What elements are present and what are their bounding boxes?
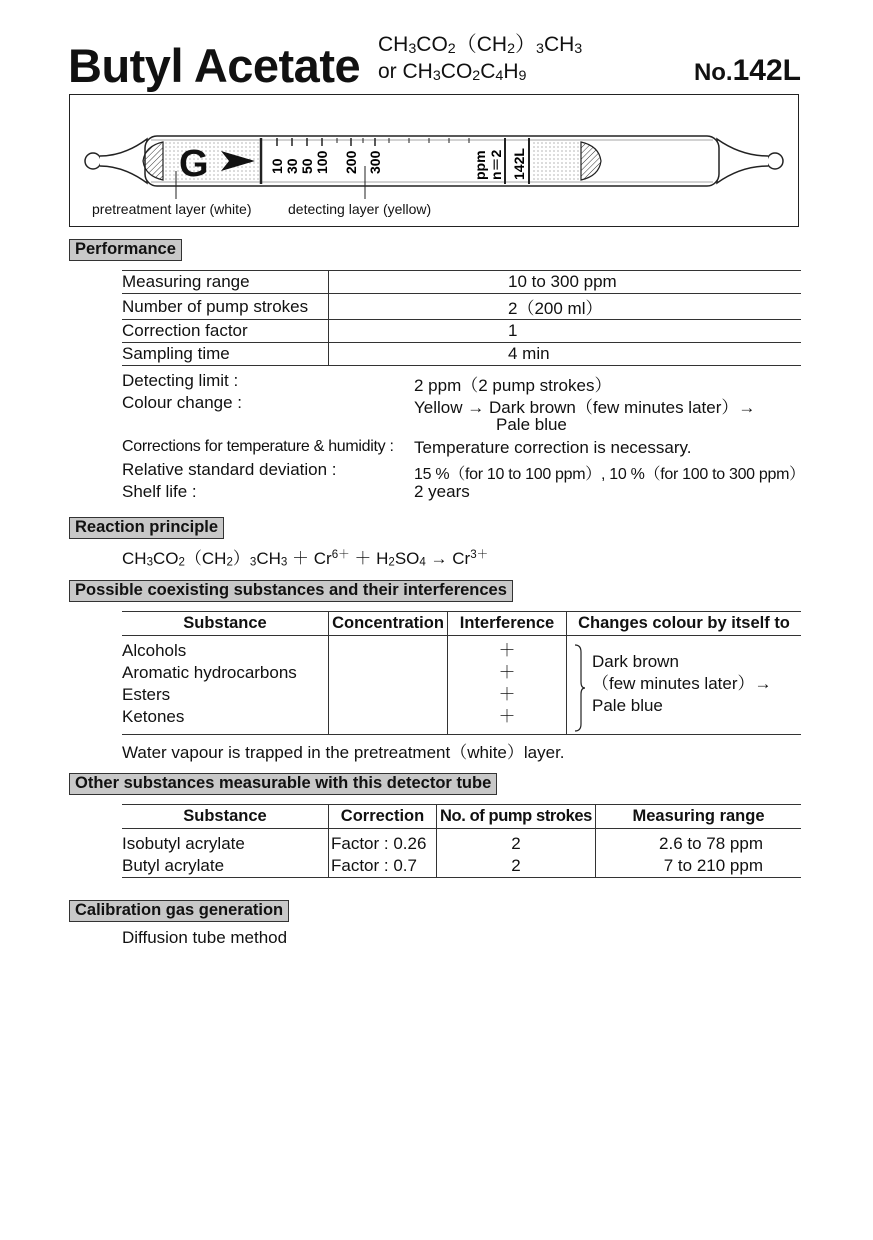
col-substance: Substance	[122, 612, 329, 636]
calibration-heading: Calibration gas generation	[69, 900, 289, 922]
col-substance: Substance	[122, 805, 329, 829]
water-vapour-note: Water vapour is trapped in the pretreatment（white）layer.	[122, 743, 565, 762]
tube-unit-label: ppm	[471, 149, 488, 180]
col-interference: Interference	[448, 612, 567, 636]
page-title: Butyl Acetate	[68, 39, 361, 92]
performance-row	[122, 294, 801, 320]
performance-value: 10 to 300 ppm	[329, 271, 802, 294]
col-concentration: Concentration	[329, 612, 448, 636]
other-correction: Factor : 0.26	[331, 834, 427, 853]
col-strokes: No. of pump strokes	[437, 805, 596, 829]
reaction-heading: Reaction principle	[69, 517, 224, 539]
performance-row	[122, 271, 801, 294]
col-range: Measuring range	[596, 805, 802, 829]
scale-label: 300	[366, 150, 383, 174]
scale-label: 10	[268, 157, 285, 174]
coexisting-substance: Aromatic hydrocarbons	[122, 663, 297, 682]
other-substance: Isobutyl acrylate	[122, 834, 245, 853]
performance-value: 4 min	[329, 343, 802, 366]
interference-mark: ＋	[498, 685, 516, 704]
colour-change-value-cont: Pale blue	[496, 415, 567, 434]
other-strokes-cell	[437, 829, 596, 878]
other-substance-cell	[122, 829, 329, 878]
tube-strokes-label: n＝2	[487, 149, 504, 180]
scale-label: 100	[313, 150, 330, 174]
brace-icon	[572, 644, 586, 732]
coexisting-heading: Possible coexisting substances and their interferences	[69, 580, 513, 602]
detecting-limit-value: 2 ppm（2 pump strokes）	[414, 376, 612, 395]
shelf-life-value: 2 years	[414, 482, 470, 501]
tube-right-tip	[717, 139, 783, 183]
shelf-life-label: Shelf life :	[122, 482, 197, 501]
tube-number-prefix: No.	[693, 59, 733, 86]
performance-table	[122, 270, 801, 366]
tube-number	[694, 54, 801, 88]
rsd-label: Relative standard deviation :	[122, 460, 337, 479]
colour-change-line: （few minutes later）→	[592, 674, 772, 693]
substance-cell	[122, 636, 329, 735]
tube-code-label: 142L	[510, 147, 527, 180]
reference-layer	[531, 141, 581, 181]
performance-value: 2（200 ml）	[329, 294, 802, 320]
corrections-label: Corrections for temperature & humidity :	[122, 438, 394, 455]
other-correction: Factor : 0.7	[331, 856, 417, 875]
other-range-cell	[596, 829, 802, 878]
pretreatment-caption: pretreatment layer (white)	[92, 201, 252, 217]
other-range: 2.6 to 78 ppm	[659, 834, 763, 853]
other-range: 7 to 210 ppm	[663, 856, 763, 875]
col-correction: Correction	[329, 805, 437, 829]
coexisting-substance: Esters	[122, 685, 171, 704]
tube-logo: G	[178, 142, 209, 185]
other-substances-table	[122, 804, 801, 878]
chemical-formula-line1: CH3CO2（CH2）3CH3	[378, 33, 583, 58]
scale-label: 30	[283, 157, 300, 174]
tube-number-value: 142L	[732, 54, 801, 87]
detecting-limit-label: Detecting limit :	[122, 371, 239, 390]
performance-value: 1	[329, 320, 802, 343]
performance-row	[122, 320, 801, 343]
performance-label: Measuring range	[122, 271, 329, 294]
colour-change-line: Pale blue	[592, 696, 663, 715]
scale-label: 50	[298, 157, 315, 174]
calibration-method: Diffusion tube method	[122, 928, 288, 947]
colour-change-line: Dark brown	[592, 652, 679, 671]
corrections-value: Temperature correction is necessary.	[414, 438, 692, 457]
other-strokes: 2	[511, 856, 521, 875]
col-changes: Changes colour by itself to	[567, 612, 802, 636]
detector-tube-diagram	[69, 94, 799, 227]
interference-mark: ＋	[498, 663, 516, 682]
colour-change-value: Yellow → Dark brown（few minutes later）→	[414, 398, 756, 417]
performance-label: Correction factor	[122, 320, 329, 343]
coexisting-table	[122, 611, 801, 735]
chemical-formula-line2: or CH3CO2C4H9	[378, 60, 527, 85]
performance-label: Number of pump strokes	[122, 294, 329, 320]
reaction-equation: $CH3CO2(CH2)3CH3 + Cr^{6+} + H2SO4 \to Cr^{3+}$	[122, 549, 489, 569]
other-correction-cell	[329, 829, 437, 878]
performance-row	[122, 343, 801, 366]
colour-change-label: Colour change :	[122, 393, 243, 412]
other-strokes: 2	[511, 834, 521, 853]
scale-label: 200	[342, 150, 359, 174]
concentration-cell	[329, 636, 448, 735]
performance-heading: Performance	[69, 239, 182, 261]
interference-mark: ＋	[498, 707, 516, 726]
changes-cell	[567, 636, 802, 735]
rsd-value: 15 %（for 10 to 100 ppm）, 10 %（for 100 to 300 ppm）	[414, 466, 805, 483]
interference-mark: ＋	[498, 641, 516, 660]
tube-left-tip	[85, 139, 147, 183]
coexisting-substance: Alcohols	[122, 641, 187, 660]
coexisting-substance: Ketones	[122, 707, 185, 726]
performance-label: Sampling time	[122, 343, 329, 366]
other-heading: Other substances measurable with this detector tube	[69, 773, 497, 795]
interference-cell	[448, 636, 567, 735]
detecting-caption: detecting layer (yellow)	[288, 201, 432, 217]
other-substance: Butyl acrylate	[122, 856, 225, 875]
